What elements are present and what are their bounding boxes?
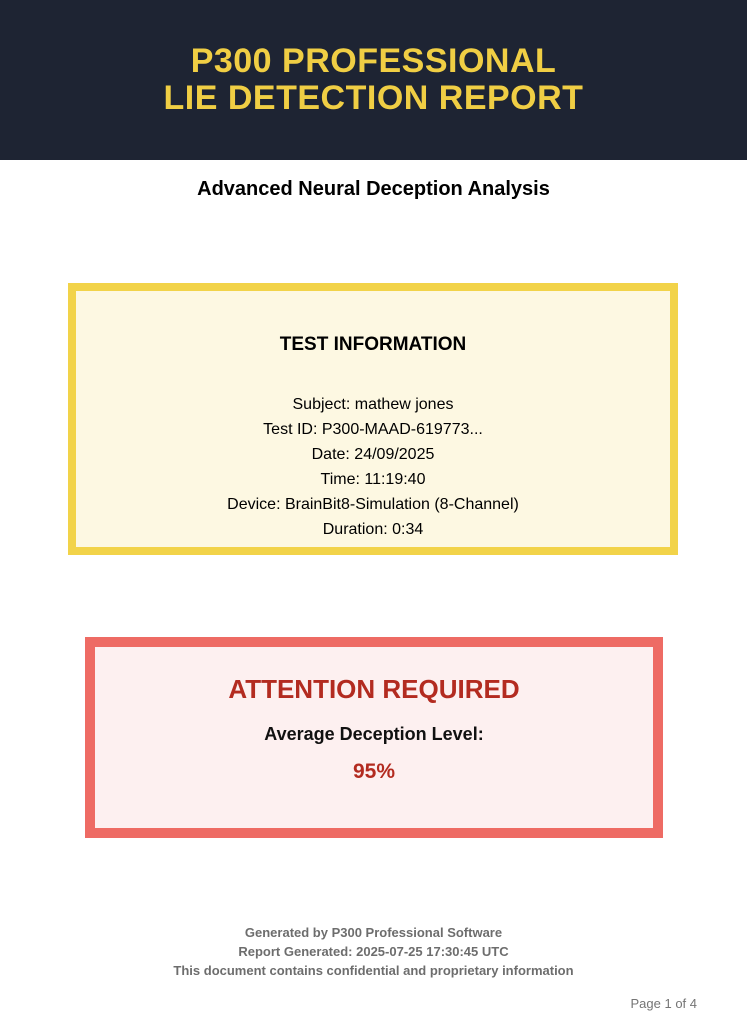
test-information-lines	[76, 392, 670, 542]
info-line-test-id: Test ID: P300-MAAD-619773...	[263, 421, 483, 438]
report-title-line1: P300 PROFESSIONAL	[190, 42, 557, 80]
info-line-date: Date: 24/09/2025	[311, 446, 435, 463]
report-title-line2: LIE DETECTION REPORT	[163, 79, 584, 117]
footer-report-generated: Report Generated: 2025-07-25 17:30:45 UTC	[238, 944, 509, 959]
info-line-subject: Subject: mathew jones	[292, 396, 454, 413]
info-line-duration: Duration: 0:34	[322, 521, 424, 538]
footer-confidentiality-notice: This document contains confidential and proprietary information	[173, 963, 574, 978]
report-header	[0, 0, 747, 160]
page-indicator: Page 1 of 4	[630, 996, 697, 1011]
attention-required-box	[85, 637, 663, 838]
report-title	[164, 43, 584, 117]
deception-level-label: Average Deception Level:	[264, 724, 484, 744]
test-information-box	[68, 283, 678, 555]
report-subtitle: Advanced Neural Deception Analysis	[197, 178, 550, 200]
footer-generated-by: Generated by P300 Professional Software	[244, 925, 503, 940]
test-information-heading: TEST INFORMATION	[279, 334, 467, 355]
info-line-time: Time: 11:19:40	[320, 471, 426, 488]
info-line-device: Device: BrainBit8-Simulation (8-Channel)	[227, 496, 519, 513]
deception-level-value: 95%	[352, 760, 396, 783]
attention-required-heading: ATTENTION REQUIRED	[228, 674, 520, 704]
report-footer	[0, 923, 747, 980]
